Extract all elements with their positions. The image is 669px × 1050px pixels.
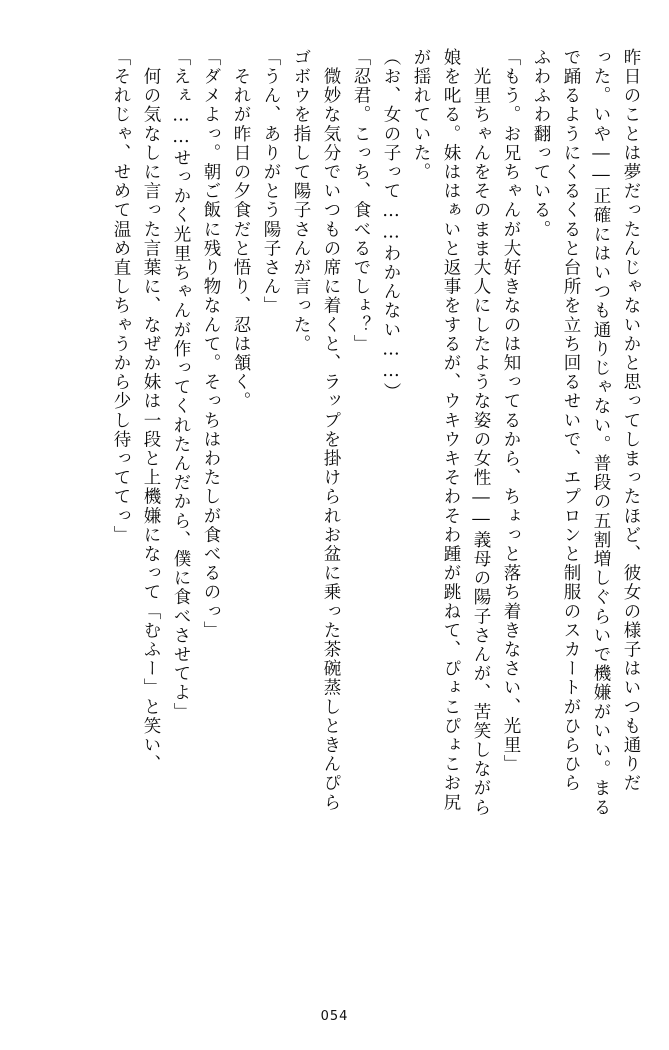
- text-line: 娘を叱る。妹ははぁいと返事をするが、ウキウキそわそわ踵が跳ねて、ぴょこぴょこお尻: [441, 48, 461, 812]
- text-line: 微妙な気分でいつもの席に着くと、ラップを掛けられお盆に乗った茶碗蒸しときんぴら: [321, 48, 341, 812]
- page-number: 054: [320, 1009, 349, 1024]
- text-line: ふわふわ翻っている。: [531, 48, 551, 239]
- text-line: で踊るようにくるくると台所を立ち回るせいで、エプロンと制服のスカートがひらひら: [561, 48, 581, 793]
- text-line: ゴボウを指して陽子さんが言った。: [291, 48, 311, 354]
- text-line: 「ダメよっ。朝ご飯に残り物なんて。そっちはわたしが食べるのっ」: [201, 48, 221, 641]
- text-line: 「忍君。こっち、食べるでしょ？」: [351, 48, 371, 354]
- text-line: った。いや――正確にはいつも通りじゃない。普段の五割増しぐらいで機嫌がいい。まる: [591, 48, 611, 817]
- text-line: が揺れていた。: [411, 48, 431, 182]
- text-line: 昨日のことは夢だったんじゃないかと思ってしまったほど、彼女の様子はいつも通りだ: [621, 48, 641, 793]
- text-line: 「それじゃ、せめて温め直しちゃうから少し待っててっ」: [111, 48, 131, 545]
- text-line: （お、女の子って……わかんない……）: [381, 48, 401, 402]
- text-line: 何の気なしに言った言葉に、なぜか妹は一段と上機嫌になって「むふー」と笑い、: [141, 48, 161, 774]
- vertical-text-body: [30, 48, 639, 978]
- text-line: それが昨日の夕食だと悟り、忍は頷く。: [231, 48, 251, 411]
- text-line: 「もう。お兄ちゃんが大好きなのは知ってるから、ちょっと落ち着きなさい、光里」: [501, 48, 521, 774]
- text-line: 「えぇ……せっかく光里ちゃんが作ってくれたんだから、僕に食べさせてよ」: [171, 48, 191, 722]
- text-line: 光里ちゃんをそのまま大人にしたような姿の女性――義母の陽子さんが、苦笑しながら: [471, 48, 491, 817]
- text-line: 「うん、ありがとう陽子さん」: [261, 48, 281, 316]
